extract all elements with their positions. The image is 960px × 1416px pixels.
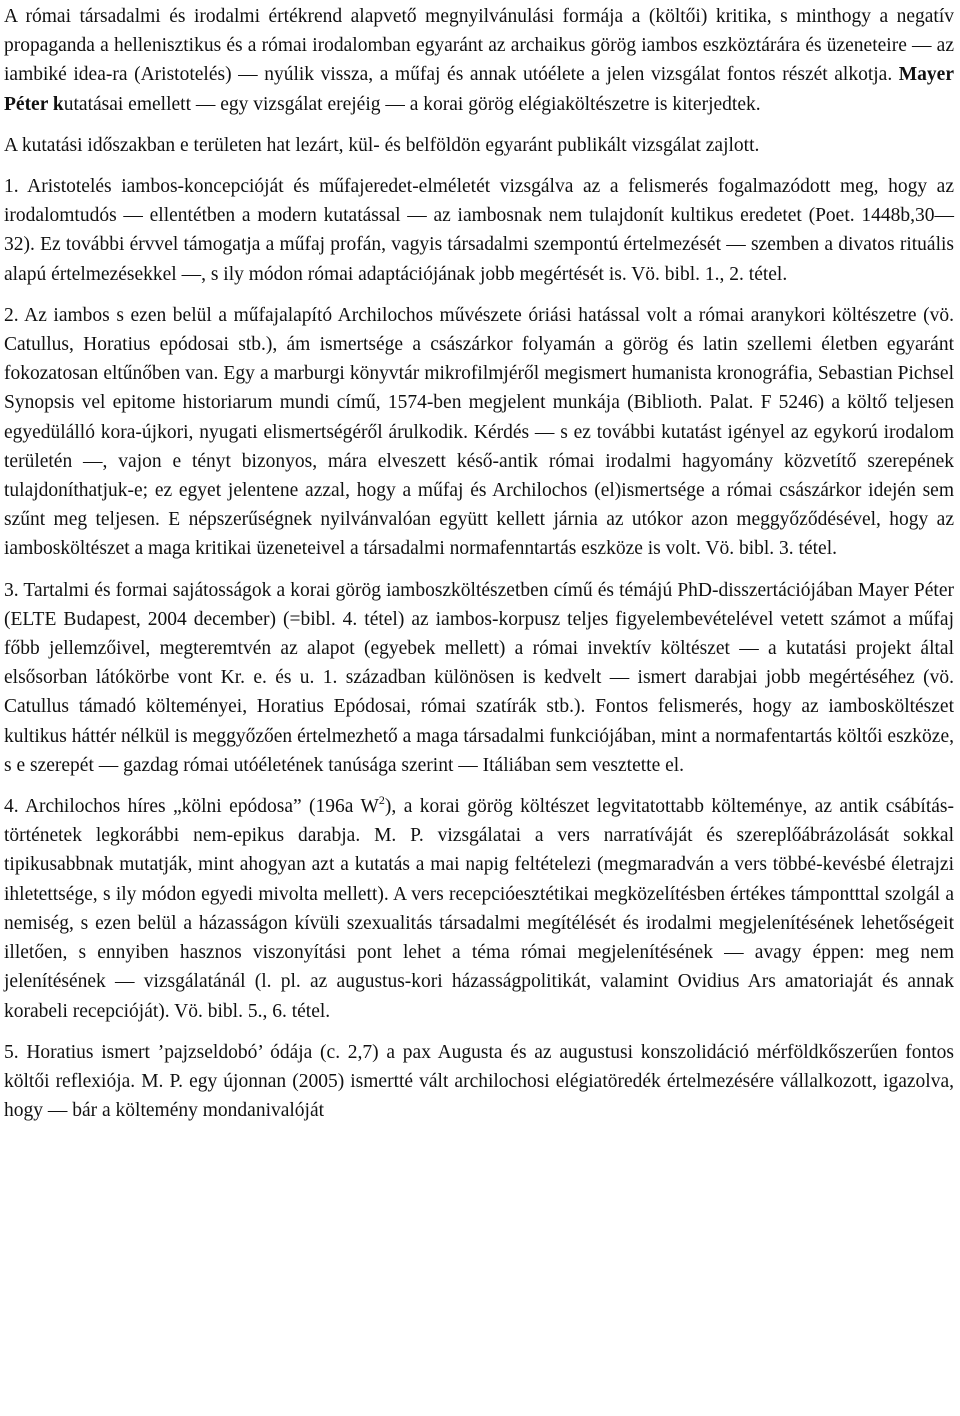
item-1-paragraph: 1. Aristotelés iambos-koncepcióját és műfajeredet-elméletét vizsgálva az a felismerés fogalmazódott meg, hogy az irodalomtudós — ellentétben a modern kutatással — az iambosnak nem tulajdonít kultikus eredetet (Poet. 1448b,30—32). Ez további érvvel támogatja a műfaj profán, vagyis társadalmi szempontú értelmezését — szemben a divatos rituális alapú értelmezésekkel —, s ily módon római adaptációjának jobb megértését is. Vö. bibl. 1., 2. tétel. [4, 176, 954, 285]
author-name-bold: Mayer Péter k [4, 64, 954, 115]
item-4-text-start: 4. Archilochos híres „kölni epódosa” (196a W [4, 796, 379, 818]
item-3-paragraph: 3. Tartalmi és formai sajátosságok a korai görög iamboszköltészetben című és témájú PhD-disszertációjában Mayer Péter (ELTE Budapest, 2004 december) (=bibl. 4. tétel) az iambos-korpusz teljes figyelembevételével vetett számot a műfaj főbb jellemzőivel, megteremtvén az alapot (egyebek mellett) a római invektív költészet — a kutatási projekt által elsősorban látókörbe vont Kr. e. és u. 1. században különösen is kedvelt — ismert darabjai jobb megértéséhez (vö. Catullus támadó költeményei, Horatius Epódosai, római szatírák stb.). Fontos felismerés, hogy az iambosköltészet kultikus háttér nélkül is meggyőzően értelmezhető a maga társadalmi funkciójában, mint a normafentartás költői eszköze, s e szerepét — gazdag római utóéletének tanúsága szerint — Itáliában sem vesztette el. [4, 579, 954, 776]
summary-paragraph: A kutatási időszakban e területen hat lezárt, kül- és belföldön egyaránt publikált vizsgálat zajlott. [4, 134, 760, 156]
intro-text-continued: utatásai emellett — egy vizsgálat erejéig — a korai görög elégiaköltészetre is kiterjedtek. [63, 93, 761, 115]
document-page [4, 2, 954, 1133]
intro-text: A római társadalmi és irodalmi értékrend alapvető megnyilvánulási formája a (költői) kritika, s minthogy a negatív propaganda a hellenisztikus és a római irodalomban egyaránt az archaikus görög iambos eszköztárára és üzeneteire — az iambiké idea-ra (Aristotelés) — nyúlik vissza, a műfaj és annak utóélete a jelen vizsgálat fontos részét alkotja. [4, 6, 954, 86]
item-4-text-end: ), a korai görög költészet legvitatottabb költeménye, az antik csábítás-történetek legkorábbi nem-epikus darabja. M. P. vizsgálatai a vers narratíváját és szereplőábrázolását sokkal tipikusabbnak mutatják, mint ahogyan azt a kutatás a mai napig feltételezi (megmaradván a vers többé-kevésbé életrajzi ihletettsége, s ily módon egyedi mivolta mellett). A vers recepcióesztétikai megközelítésben értékes támpontttal szolgál a nemiség, s ezen belül a házasságon kívüli szexualitás társadalmi megítélését és irodalmi megjelenítésének lehetőségeit illetően, s ennyiben hasznos viszonyítási pont lehet a téma római megjelenítésének — avagy éppen: meg nem jelenítésének — vizsgálatánál (l. pl. az augustus-kori házasságpolitikát, valamint Ovidius Ars amatoriaját és annak korabeli recepcióját). Vö. bibl. 5., 6. tétel. [4, 796, 954, 1022]
item-4-superscript: 2 [378, 793, 385, 808]
item-5-paragraph: 5. Horatius ismert ’pajzseldobó’ ódája (c. 2,7) a pax Augusta és az augustusi konszolidáció mérföldkőszerűen fontos költői reflexiója. M. P. egy újonnan (2005) ismertté vált archilochosi elégiatöredék értelmezésére vállalkozott, igazolva, hogy — bár a költemény mondanivalóját [4, 1041, 954, 1122]
item-4-paragraph [4, 792, 954, 1026]
intro-paragraph [4, 2, 954, 119]
item-2-paragraph: 2. Az iambos s ezen belül a műfajalapító Archilochos művészete óriási hatással volt a római aranykori költészetre (vö. Catullus, Horatius epódosai stb.), ám ismertsége a császárkor folyamán a görög és latin szellemi életben egyaránt fokozatosan eltűnőben van. Egy a marburgi könyvtár mikrofilmjéről megismert humanista kronográfia, Sebastian Pichsel Synopsis vel epitome historiarum mundi című, 1574-ben megjelent munkája (Biblioth. Palat. F 5246) a költő teljesen egyedülálló kora-újkori, nyugati elismertségéről árulkodik. Kérdés — s ez további kutatást igényel az egykorú irodalom területén —, vajon e tényt bizonyos, mára elveszett késő-antik római irodalmi hagyomány közvetítő szerepének tulajdoníthatjuk-e; ez egyet jelentene azzal, hogy a műfaj és Archilochos (el)ismertsége a római császárkor idején sem szűnt meg teljesen. E népszerűségnek nyilvánvalóan együtt kellett járnia az utókor azon meggyőződésével, hogy az iambosköltészet a maga kritikai üzeneteivel a társadalmi normafenntartás eszköze is volt. Vö. bibl. 3. tétel. [4, 304, 954, 560]
